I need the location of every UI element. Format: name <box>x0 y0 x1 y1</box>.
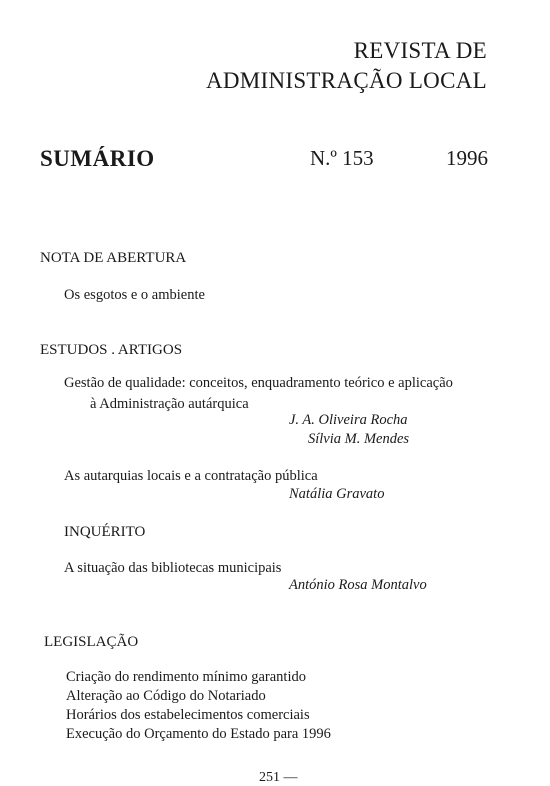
section-heading-inquerito: INQUÉRITO <box>64 524 146 540</box>
entry-title: Horários dos estabelecimentos comerciais <box>66 707 310 723</box>
entry-title: Criação do rendimento mínimo garantido <box>66 669 306 685</box>
entry-author: Natália Gravato <box>289 486 385 502</box>
journal-title-line-2: ADMINISTRAÇÃO LOCAL <box>205 68 487 93</box>
entry-title: A situação das bibliotecas municipais <box>64 560 282 576</box>
entry-author: António Rosa Montalvo <box>289 577 427 593</box>
entry-title-continuation: à Administração autárquica <box>90 396 249 412</box>
issue-year: 1996 <box>446 146 488 170</box>
entry-author: Sílvia M. Mendes <box>308 431 410 447</box>
summary-title: SUMÁRIO <box>40 146 155 171</box>
section-heading-estudos-artigos: ESTUDOS . ARTIGOS <box>40 342 183 358</box>
entry-title: As autarquias locais e a contratação pública <box>64 468 318 484</box>
entry-title: Execução do Orçamento do Estado para 1996 <box>66 726 331 742</box>
entry-title: Os esgotos e o ambiente <box>64 287 205 303</box>
entry-title: Gestão de qualidade: conceitos, enquadramento teórico e aplicação <box>64 375 453 391</box>
journal-title-line-1: REVISTA DE <box>353 38 487 63</box>
entry-title: Alteração ao Código do Notariado <box>66 688 266 704</box>
section-heading-nota-abertura: NOTA DE ABERTURA <box>40 250 187 266</box>
entry-author: J. A. Oliveira Rocha <box>289 412 408 428</box>
page-number: 251 — <box>259 770 298 785</box>
issue-number: N.º 153 <box>310 146 374 170</box>
section-heading-legislacao: LEGISLAÇÃO <box>44 634 139 650</box>
